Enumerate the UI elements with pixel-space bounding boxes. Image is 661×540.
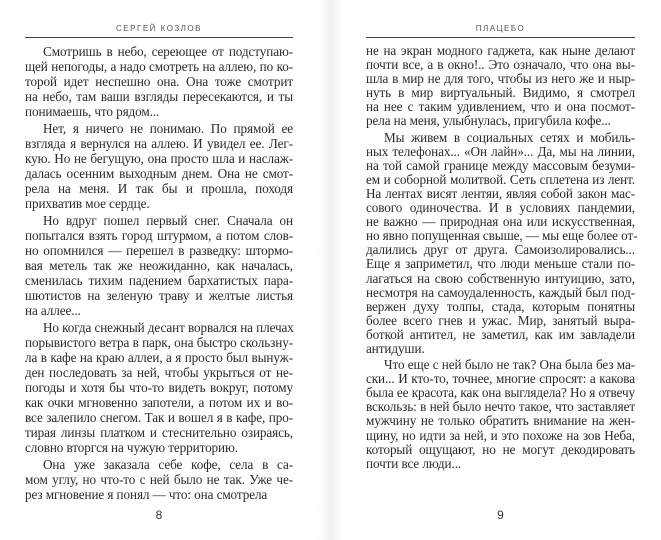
text-line: Что еще с ней было не так? Она была без ма- (384, 357, 635, 373)
text-line: лагаться на свою собственную интуицию, зато, (366, 270, 635, 286)
text-line: не на экран модного гаджета, как ныне делают (366, 43, 635, 58)
text-line: сового одиночества. И в условиях пандемии, (366, 200, 635, 216)
text-line: почти все, а в окно!.. Это означало, что она вы- (366, 57, 635, 73)
paragraph (25, 457, 293, 502)
text-line: ски... И кто-то, точнее, многие спросят: а какова (366, 371, 635, 387)
text-line: порывистого ветра в парк, она быстро скользну- (25, 335, 293, 350)
text-line: мужчину не только обратить внимание на жен- (366, 413, 635, 429)
page-number: 8 (155, 508, 163, 522)
text-line: вскользь: в ней было нечто такое, что заставляет (366, 399, 635, 415)
text-line: далась осенним выходным днем. Она не смот- (25, 166, 293, 181)
page-number: 9 (497, 508, 504, 522)
text-line: Еще я заприметил, что люди меньше стали по- (366, 256, 635, 272)
paragraph (366, 44, 635, 129)
text-line: ных телефонах... «Он лайн»... Да, мы на линии, (366, 143, 635, 159)
text-line: словно вторгся на чужую территорию. (25, 440, 238, 455)
text-line: прихватив мое сердце. (25, 196, 150, 211)
text-line: рела на меня, улыбнулась, пригубила кофе... (366, 113, 611, 129)
paragraph (25, 44, 293, 119)
text-line: все залепило снегом. Так и вошел я в кафе, про- (25, 410, 293, 425)
header-rule (25, 37, 293, 38)
text-line: понимаешь, что рядом... (25, 104, 160, 119)
right-page (366, 0, 638, 540)
text-line: рез мгновение я понял — что: она смотрела (25, 487, 268, 502)
paragraph (25, 213, 293, 318)
text-line: ден последовать за ней, чтобы укрыться от не- (25, 365, 293, 380)
running-head-author: СЕРГЕЙ КОЗЛОВ (116, 24, 202, 33)
text-line: на небо, там ваши взгляды пересекаются, и ты (25, 89, 293, 104)
text-line: нуть в мир виртуальный. Видимо, я смотрел (366, 85, 635, 101)
text-line: на аллее... (25, 303, 81, 318)
text-line: более всего гнев и ужас. Мир, занятый выра- (366, 312, 635, 328)
text-line: щей непогоды, а надо смотреть на аллею, по ко- (25, 59, 293, 74)
text-line: почти все люди... (366, 455, 462, 471)
text-line: Смотришь в небо, сереющее от подступаю- (43, 44, 293, 59)
book-gutter (318, 0, 344, 540)
text-line: щину, но идти за ней, и это похоже на зов Неба, (366, 427, 635, 443)
text-line: торой идет неспешно она. Она тоже смотрит (25, 74, 293, 89)
text-line: ла в кафе на краю аллеи, а я просто был вынуж- (25, 350, 293, 365)
text-line: шла в мир не для того, чтобы из него же и ныр- (366, 71, 635, 87)
text-line: Мы живем в социальных сетях и мобиль- (384, 129, 635, 145)
text-line: На лентах висят лентяи, являя собой закон мас- (366, 185, 635, 201)
text-line: несмотря на самоудаленность, каждый был под- (366, 284, 635, 300)
text-line: взгляда я вернулся на аллею. И увидел ее. Лег- (25, 136, 293, 151)
text-line: кую. Но не бегущую, она просто шла и наслаж- (25, 151, 293, 166)
text-line: не важно — природная она или искусственная, (366, 214, 635, 230)
page-body (25, 44, 293, 504)
text-line: Нет, я ничего не понимаю. По прямой ее (43, 121, 293, 136)
text-line: Но вдруг пошел первый снег. Сначала он (43, 213, 293, 228)
text-line: была ее красота, как она выглядела? Но я отвечу (366, 385, 635, 401)
text-line: попытался взять город штурмом, а потом слов- (25, 228, 293, 243)
text-line: рела на меня. И так бы и прошла, походя (25, 181, 293, 196)
header-rule (366, 37, 635, 38)
paragraph (25, 320, 293, 455)
text-line: Она уже заказала себе кофе, села в са- (43, 457, 293, 472)
text-line: вая метель так же неожиданно, как началась, (25, 258, 293, 273)
text-line: антидуши. (366, 340, 425, 356)
text-line: но опомнился — перешел в разведку: штормо- (25, 243, 293, 258)
text-line: вержен духу толпы, стада, которым понятны (366, 298, 635, 314)
text-line: далились друг от друга. Самоизолировались... (366, 242, 635, 258)
text-line: сменилась тихим падением бархатистых пара- (25, 273, 293, 288)
text-line: на нее с таким удивлением, что и она посмот- (366, 99, 635, 115)
text-line: ем и соборной молитвой. Сеть сплетена из лент. (366, 171, 635, 187)
text-line: мом углу, но что-то с ней было не так. Уже че- (25, 472, 293, 487)
text-line: который ощущают, но не могут декодировать (366, 441, 635, 457)
text-line: как очки мгновенно запотели, а потом их и во- (25, 395, 293, 410)
paragraph (366, 129, 638, 357)
left-page (25, 0, 293, 540)
text-line: боткой антител, не заметил, как им завладели (366, 326, 635, 342)
text-line: на той самой границе между массовым безуми- (366, 157, 635, 173)
text-line: тирая линзы платком и стеснительно озираясь, (25, 425, 293, 440)
paragraph (25, 121, 293, 211)
text-line: шютистов на зеленую траву и желтые листья (25, 288, 293, 303)
running-head-title: ПЛАЦЕБО (475, 24, 526, 33)
paragraph (366, 358, 635, 471)
text-line: Но когда снежный десант ворвался на плечах (43, 320, 294, 335)
page-body (366, 43, 638, 473)
text-line: погоды и хотя бы что-то видеть вокруг, потому (25, 380, 293, 395)
text-line: но явно попущенная свыше, — мы еще более от- (366, 228, 638, 244)
